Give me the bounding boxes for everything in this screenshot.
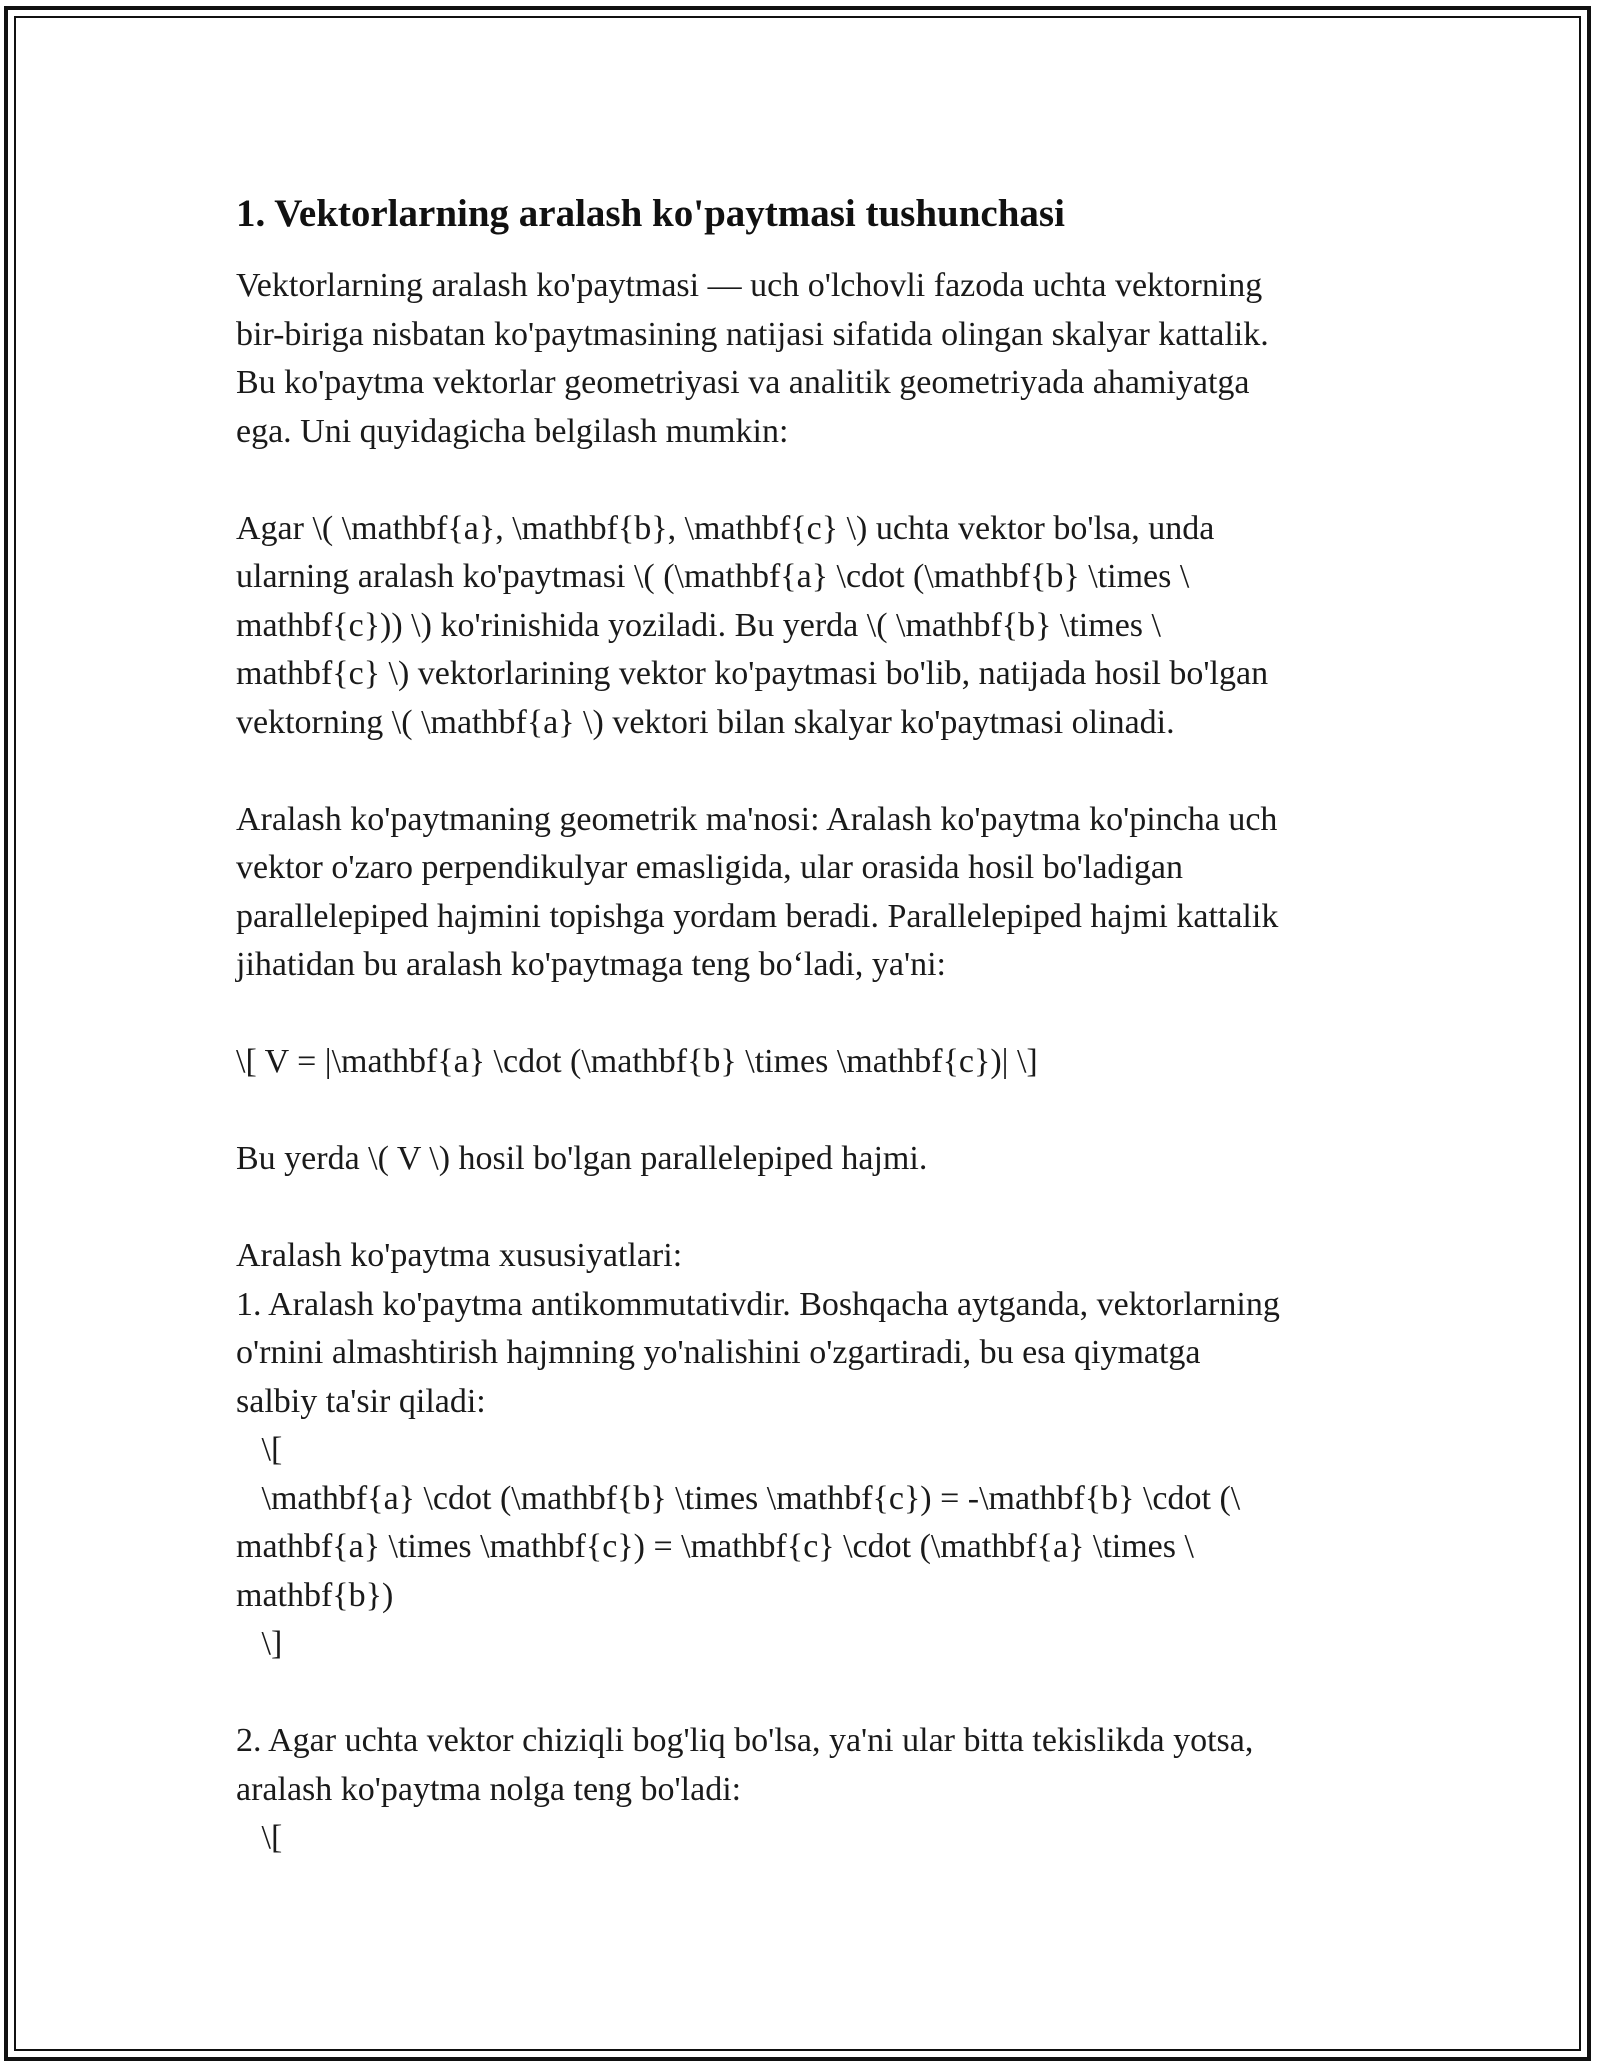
text-line: vektor o'zaro perpendikulyar emasligida, ular orasida hosil bo'ladigan bbox=[236, 849, 1183, 886]
text-line: ularning aralash ko'paytmasi \( (\mathbf{a} \cdot (\mathbf{b} \times \ bbox=[236, 558, 1190, 595]
text-line: bir-biriga nisbatan ko'paytmasining natijasi sifatida olingan skalyar kattalik. bbox=[236, 315, 1269, 353]
section-heading: 1. Vektorlarning aralash ko'paytmasi tushunchasi bbox=[236, 192, 1065, 235]
spacer bbox=[236, 456, 1376, 505]
paragraph-definition bbox=[236, 505, 1376, 748]
text-line: Bu ko'paytma vektorlar geometriyasi va analitik geometriyada ahamiyatga bbox=[236, 364, 1250, 401]
text-line: jihatidan bu aralash ko'paytmaga teng bo‘ladi, ya'ni: bbox=[236, 946, 946, 983]
spacer bbox=[236, 990, 1376, 1039]
formula-line: mathbf{a} \times \mathbf{c}) = \mathbf{c} \cdot (\mathbf{a} \times \ bbox=[236, 1528, 1194, 1565]
text-line: ega. Uni quyidagicha belgilash mumkin: bbox=[236, 412, 789, 450]
text-line: Aralash ko'paytma xususiyatlari: bbox=[236, 1237, 683, 1274]
spacer bbox=[236, 1184, 1376, 1233]
text-line: Agar \( \mathbf{a}, \mathbf{b}, \mathbf{c} \) uchta vektor bo'lsa, unda bbox=[236, 509, 1215, 547]
text-line: 1. Aralash ko'paytma antikommutativdir. Boshqacha aytganda, vektorlarning bbox=[236, 1285, 1280, 1323]
text-line: parallelepiped hajmini topishga yordam beradi. Parallelepiped hajmi kattalik bbox=[236, 897, 1279, 935]
paragraph-geometric-meaning bbox=[236, 796, 1376, 990]
text-line: 2. Agar uchta vektor chiziqli bog'liq bo'lsa, ya'ni ular bitta tekislikda yotsa, bbox=[236, 1722, 1254, 1759]
spacer bbox=[236, 1669, 1376, 1718]
formula-line: \[ bbox=[236, 1431, 283, 1468]
paragraph-volume-note bbox=[236, 1135, 1376, 1184]
spacer bbox=[236, 747, 1376, 796]
formula-line: \mathbf{a} \cdot (\mathbf{b} \times \mathbf{c}) = -\mathbf{b} \cdot (\ bbox=[236, 1479, 1241, 1517]
text-line: salbiy ta'sir qiladi: bbox=[236, 1382, 486, 1420]
formula-volume bbox=[236, 1038, 1376, 1087]
formula-line: \] bbox=[236, 1625, 283, 1662]
text-line: mathbf{c} \) vektorlarining vektor ko'paytmasi bo'lib, natijada hosil bo'lgan bbox=[236, 655, 1269, 692]
text-line: vektorning \( \mathbf{a} \) vektori bilan skalyar ko'paytmasi olinadi. bbox=[236, 703, 1175, 741]
document-body bbox=[236, 188, 1376, 1863]
spacer bbox=[236, 1087, 1376, 1136]
paragraph-property-two bbox=[236, 1717, 1376, 1863]
text-line: mathbf{c})) \) ko'rinishida yoziladi. Bu yerda \( \mathbf{b} \times \ bbox=[236, 606, 1161, 644]
paragraph-intro bbox=[236, 262, 1376, 456]
text-line: Aralash ko'paytmaning geometrik ma'nosi: Aralash ko'paytma ko'pincha uch bbox=[236, 800, 1278, 838]
formula-line: \[ V = |\mathbf{a} \cdot (\mathbf{b} \times \mathbf{c})| \] bbox=[236, 1043, 1038, 1080]
text-line: Bu yerda \( V \) hosil bo'lgan parallelepiped hajmi. bbox=[236, 1140, 928, 1177]
paragraph-properties bbox=[236, 1232, 1376, 1669]
spacer bbox=[236, 240, 1376, 262]
text-line: Vektorlarning aralash ko'paytmasi — uch o'lchovli fazoda uchta vektorning bbox=[236, 267, 1263, 304]
text-line: aralash ko'paytma nolga teng bo'ladi: bbox=[236, 1770, 742, 1808]
formula-line: \[ bbox=[236, 1819, 283, 1856]
formula-line: mathbf{b}) bbox=[236, 1576, 394, 1614]
text-line: o'rnini almashtirish hajmning yo'nalishini o'zgartiradi, bu esa qiymatga bbox=[236, 1334, 1201, 1371]
